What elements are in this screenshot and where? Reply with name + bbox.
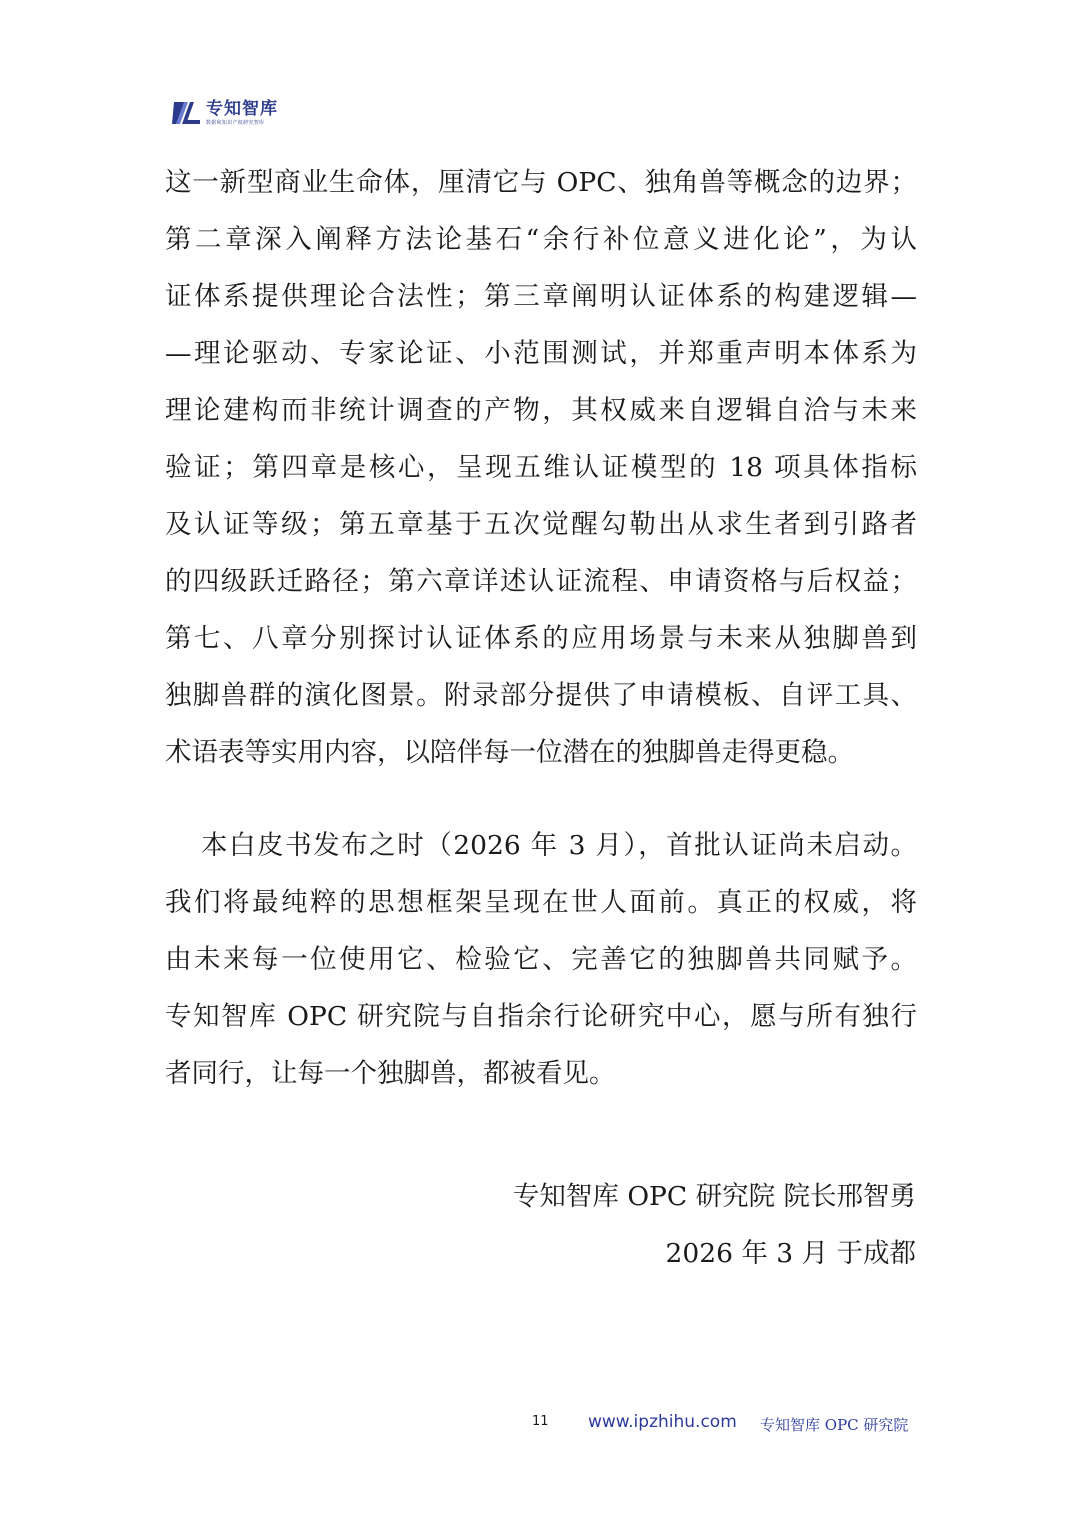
text-line: 验证；第四章是核心，呈现五维认证模型的 18 项具体指标 — [165, 452, 917, 483]
paragraph-gap — [165, 781, 917, 817]
text-line: 理论建构而非统计调查的产物，其权威来自逻辑自洽与未来 — [165, 395, 917, 426]
footer-org-name: 专知智库 OPC 研究院 — [760, 1416, 909, 1434]
text-line: 术语表等实用内容，以陪伴每一位潜在的独脚兽走得更稳。 — [165, 737, 854, 768]
text-line: 及认证等级；第五章基于五次觉醒勾勒出从求生者到引路者 — [165, 509, 917, 540]
page-header — [172, 96, 278, 130]
page-footer — [0, 1410, 1080, 1440]
page-number: 11 — [532, 1414, 549, 1429]
text-line: 这一新型商业生命体，厘清它与 OPC、独角兽等概念的边界； — [165, 167, 917, 198]
paragraph-1 — [165, 154, 917, 781]
text-line: 本白皮书发布之时（2026 年 3 月），首批认证尚未启动。 — [201, 830, 917, 861]
text-line: 专知智库 OPC 研究院与自指余行论研究中心，愿与所有独行 — [165, 1001, 917, 1032]
paragraph-2 — [165, 817, 917, 1102]
logo-text — [206, 98, 278, 126]
document-body — [165, 154, 917, 1102]
signature-block — [513, 1168, 916, 1282]
text-line: 我们将最纯粹的思想框架呈现在世人面前。真正的权威，将 — [165, 887, 917, 918]
text-line: 的四级跃迁路径；第六章详述认证流程、申请资格与后权益； — [165, 566, 917, 597]
zhuanzhi-logo-icon — [172, 98, 202, 128]
text-line: 由未来每一位使用它、检验它、完善它的独脚兽共同赋予。 — [165, 944, 917, 975]
text-line: 者同行，让每一个独脚兽，都被看见。 — [165, 1058, 616, 1089]
logo-subtitle: 数据和知识产权研究智库 — [206, 119, 265, 126]
signature-author: 专知智库 OPC 研究院 院长邢智勇 — [512, 1181, 916, 1212]
website-link[interactable]: www.ipzhihu.com — [588, 1412, 737, 1432]
text-line: 证体系提供理论合法性；第三章阐明认证体系的构建逻辑— — [165, 281, 917, 312]
logo-title: 专知智库 — [206, 98, 278, 119]
signature-date-place: 2026 年 3 月 于成都 — [665, 1238, 916, 1269]
text-line: 第七、八章分别探讨认证体系的应用场景与未来从独脚兽到 — [165, 623, 917, 654]
text-line: —理论驱动、专家论证、小范围测试，并郑重声明本体系为 — [165, 338, 917, 369]
text-line: 第二章深入阐释方法论基石“余行补位意义进化论”，为认 — [165, 224, 917, 255]
text-line: 独脚兽群的演化图景。附录部分提供了申请模板、自评工具、 — [165, 680, 917, 711]
